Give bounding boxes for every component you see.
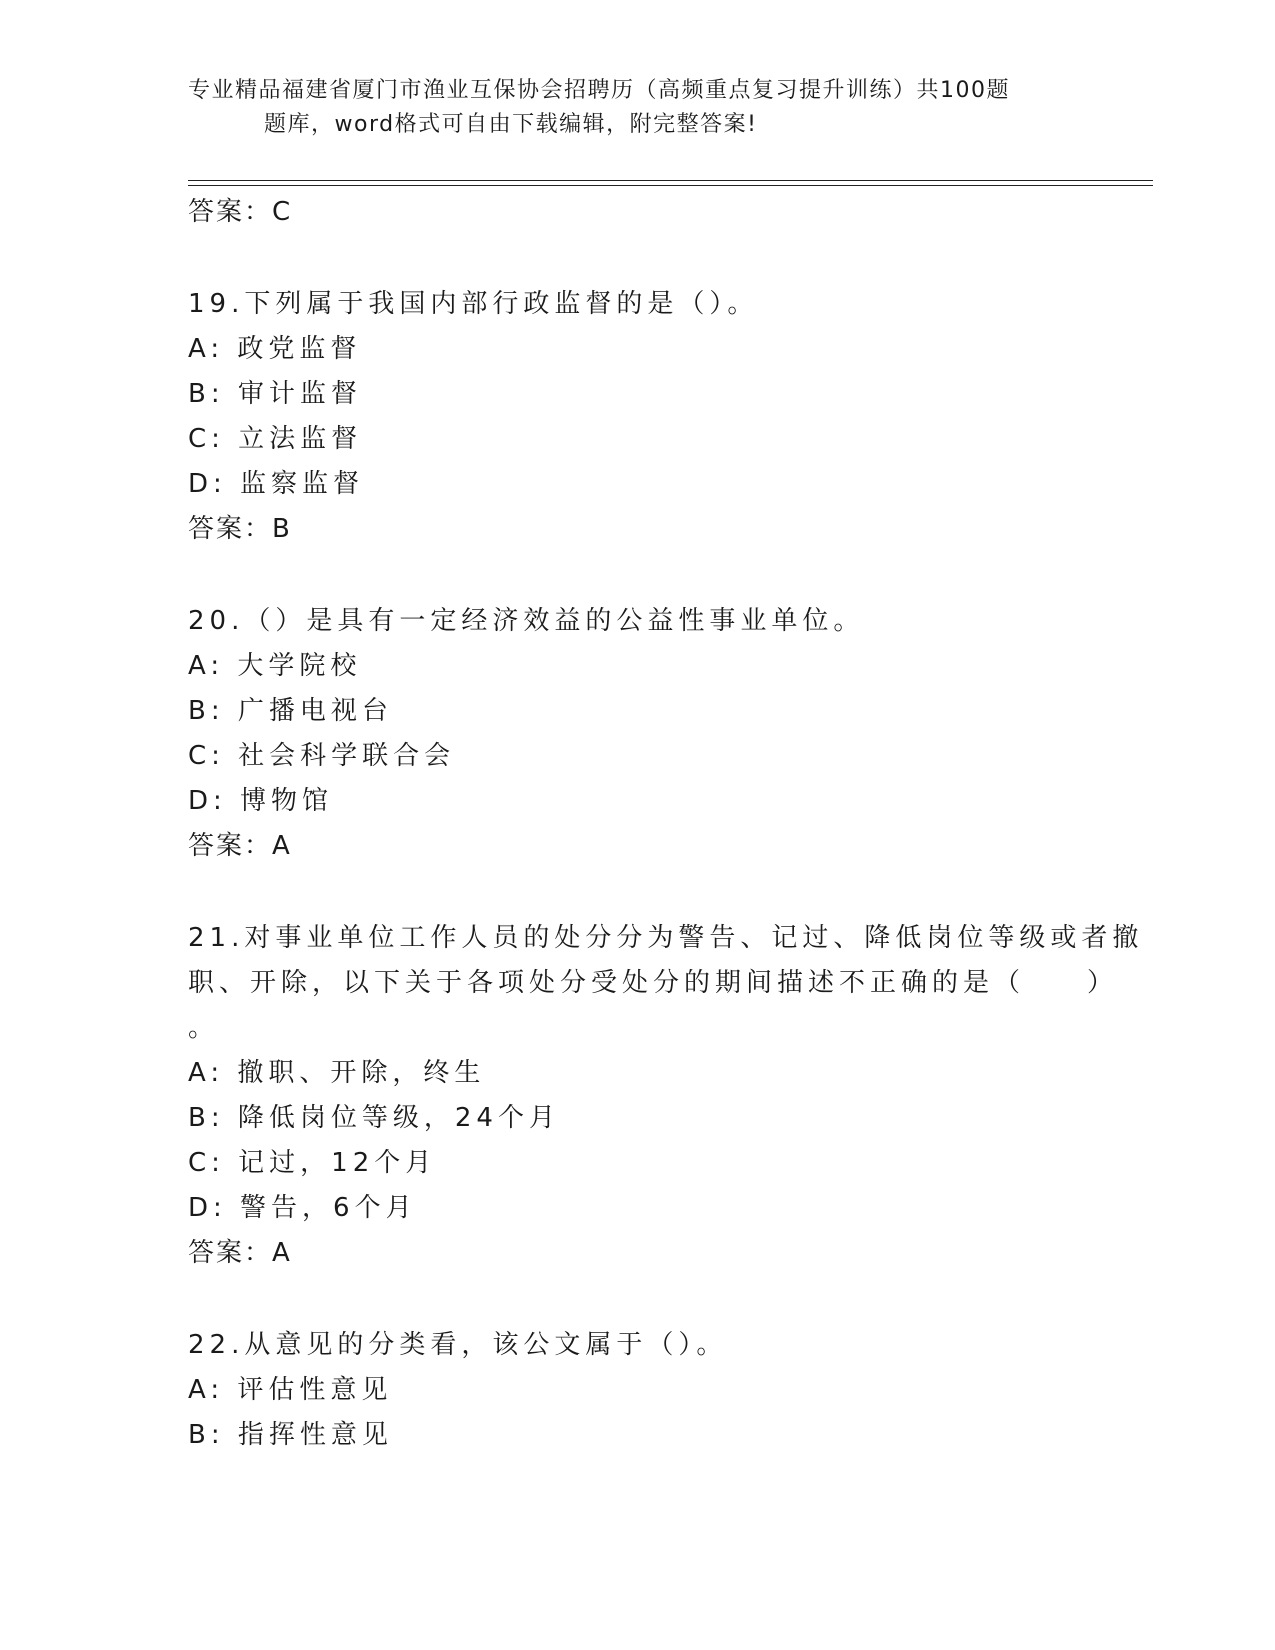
previous-answer: 答案：C — [188, 197, 293, 227]
option-c: C: 记过，12个月 — [188, 1148, 437, 1178]
option-c: C: 立法监督 — [188, 424, 363, 454]
option-a: A: 评估性意见 — [188, 1375, 393, 1405]
option-a: A: 大学院校 — [188, 651, 362, 681]
question-text-line-1: 21.对事业单位工作人员的处分分为警告、记过、降低岗位等级或者撤 — [188, 923, 1144, 953]
question-text-line-3: 。 — [188, 1013, 220, 1043]
option-c: C: 社会科学联合会 — [188, 741, 456, 771]
question-22 — [188, 1323, 1088, 1458]
option-a: A: 撤职、开除，终生 — [188, 1058, 486, 1088]
question-text: 22.从意见的分类看，该公文属于（）。 — [188, 1330, 728, 1360]
question-text-line-2: 职、开除，以下关于各项处分受处分的期间描述不正确的是（ ） — [188, 968, 1119, 998]
header-rule-bottom — [188, 185, 1153, 186]
header-line-2: 题库，word格式可自由下载编辑，附完整答案! — [264, 112, 758, 137]
answer: 答案：A — [188, 1238, 292, 1268]
question-19 — [188, 282, 1088, 552]
option-a: A: 政党监督 — [188, 334, 362, 364]
question-text: 19.下列属于我国内部行政监督的是（）。 — [188, 289, 759, 319]
option-b: B: 指挥性意见 — [188, 1420, 393, 1450]
document-header — [188, 74, 1068, 142]
header-rule-top — [188, 180, 1153, 181]
option-b: B: 广播电视台 — [188, 696, 393, 726]
option-d: D: 博物馆 — [188, 786, 334, 816]
option-b: B: 审计监督 — [188, 379, 362, 409]
option-b: B: 降低岗位等级，24个月 — [188, 1103, 560, 1133]
question-20 — [188, 599, 1088, 869]
question-list — [188, 190, 1144, 1458]
answer: 答案：B — [188, 514, 292, 544]
option-d: D: 监察监督 — [188, 469, 365, 499]
question-21 — [188, 916, 1144, 1276]
question-text: 20.（）是具有一定经济效益的公益性事业单位。 — [188, 606, 865, 636]
header-line-1: 专业精品福建省厦门市渔业互保协会招聘历（高频重点复习提升训练）共100题 — [188, 78, 1010, 103]
option-d: D: 警告，6个月 — [188, 1193, 417, 1223]
answer: 答案：A — [188, 831, 292, 861]
